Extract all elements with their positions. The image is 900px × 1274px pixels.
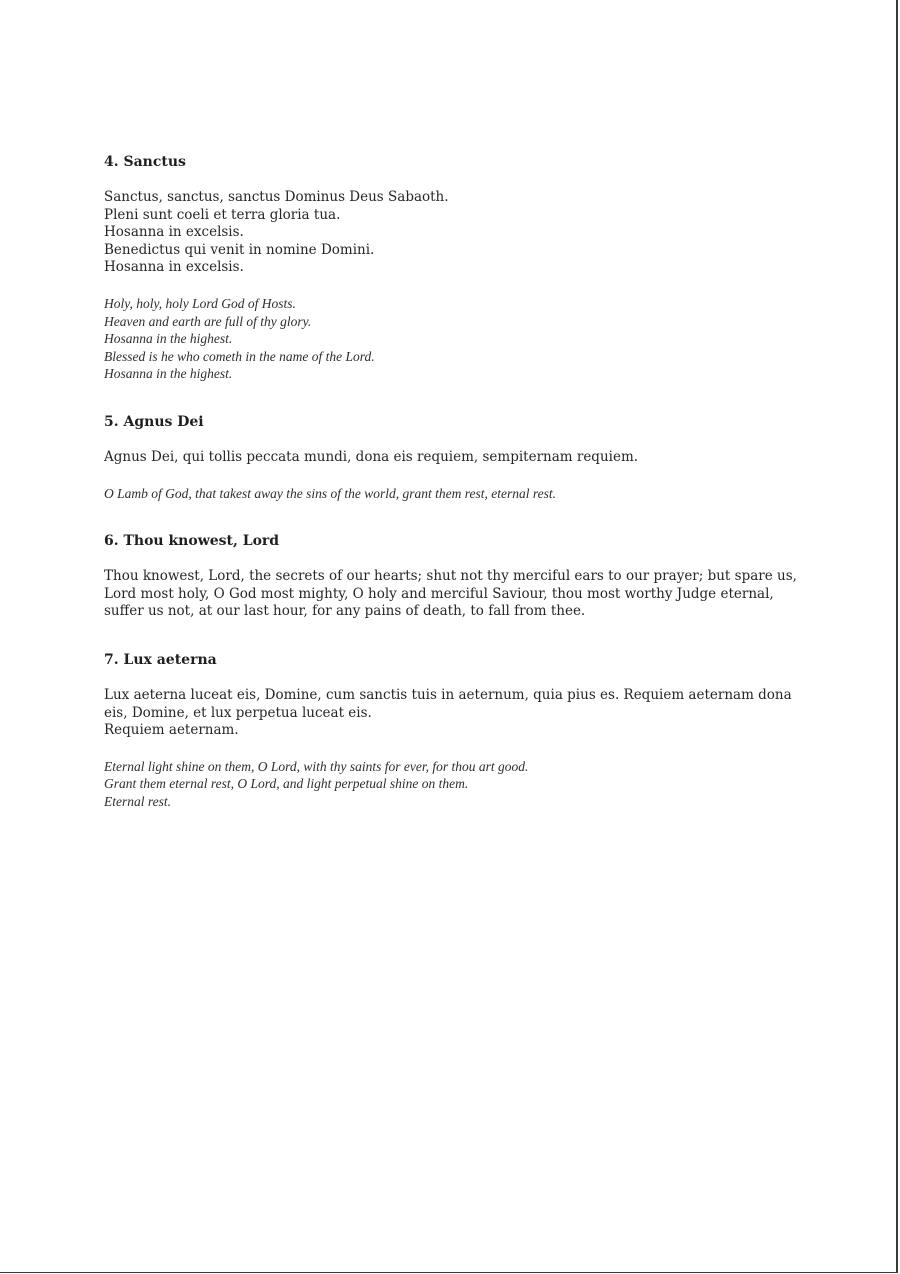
text-line: Pleni sunt coeli et terra gloria tua. (104, 206, 341, 223)
english-translation (104, 485, 804, 503)
text-line: Eternal light shine on them, O Lord, with thy saints for ever, for thou art good. (104, 758, 529, 774)
text-line: O Lamb of God, that takest away the sins of the world, grant them rest, eternal rest. (104, 485, 556, 501)
latin-text (104, 189, 804, 277)
text-line: Eternal rest. (104, 793, 171, 809)
text-line: Grant them eternal rest, O Lord, and light perpetual shine on them. (104, 776, 469, 792)
section-heading: 4. Sanctus (104, 154, 186, 170)
text-line: Heaven and earth are full of thy glory. (104, 313, 312, 329)
text-line: Sanctus, sanctus, sanctus Dominus Deus Sabaoth. (104, 189, 449, 205)
section-heading: 6. Thou knowest, Lord (104, 533, 280, 550)
english-translation (104, 758, 804, 811)
text-line: Holy, holy, holy Lord God of Hosts. (104, 295, 296, 311)
english-text (104, 568, 804, 621)
text-line: Hosanna in the highest. (104, 366, 233, 382)
text-line: Benedictus qui venit in nomine Domini. (104, 241, 375, 258)
text-line: Blessed is he who cometh in the name of the Lord. (104, 348, 375, 364)
latin-text (104, 687, 804, 740)
section-heading: 7. Lux aeterna (104, 651, 217, 668)
section-lux-aeterna (104, 651, 804, 811)
section-sanctus (104, 153, 804, 383)
english-translation (104, 295, 804, 383)
section-agnus-dei (104, 413, 804, 502)
text-line: Agnus Dei, qui tollis peccata mundi, dona eis requiem, sempiternam requiem. (104, 448, 639, 465)
section-thou-knowest-lord (104, 532, 804, 621)
text-line: Hosanna in excelsis. (104, 259, 244, 276)
latin-text (104, 449, 804, 467)
text-paragraph: Thou knowest, Lord, the secrets of our hearts; shut not thy merciful ears to our prayer; but spare us, Lord most holy, O God most mighty, O holy and merciful Saviour, thou most worthy Judge eternal, suffer us not, at our last hour, for any pains of death, to fall from thee. (104, 568, 797, 620)
text-paragraph: Lux aeterna luceat eis, Domine, cum sanctis tuis in aeternum, quia pius es. Requiem aeternam dona eis, Domine, et lux perpetua luceat eis. (104, 686, 792, 721)
text-line: Hosanna in excelsis. (104, 224, 244, 241)
page-content (104, 153, 804, 840)
section-heading: 5. Agnus Dei (104, 413, 204, 430)
text-line: Hosanna in the highest. (104, 331, 233, 347)
text-line: Requiem aeternam. (104, 722, 239, 739)
